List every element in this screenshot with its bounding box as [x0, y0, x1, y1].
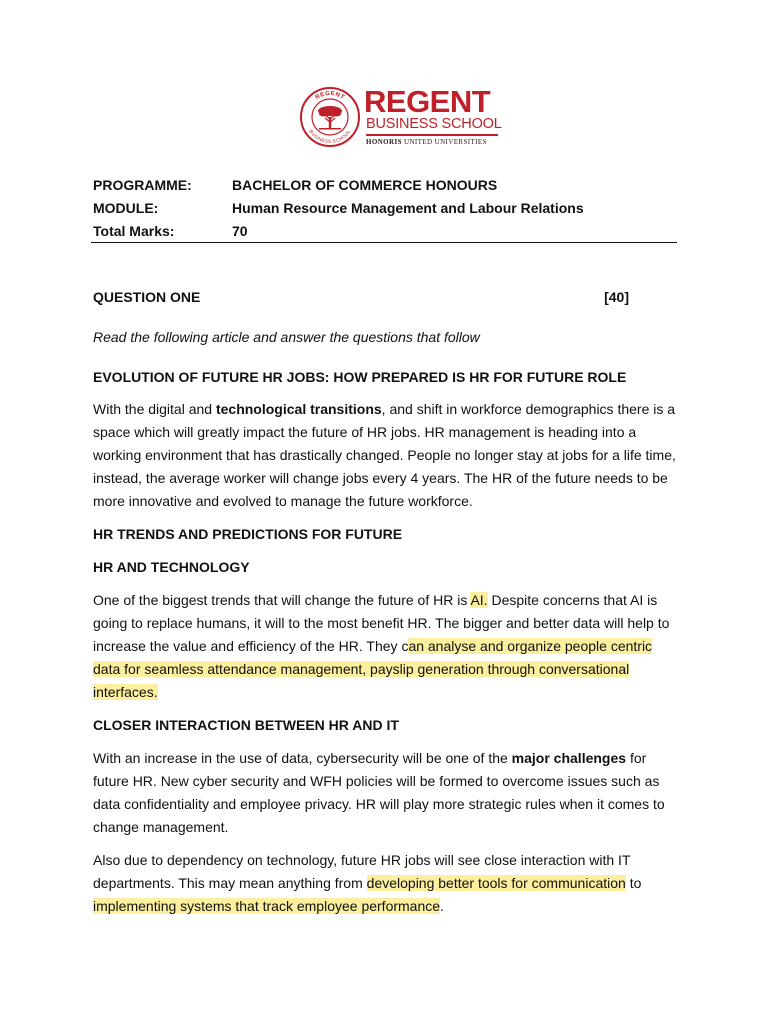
info-key: MODULE:	[93, 200, 159, 216]
section-heading: HR TRENDS AND PREDICTIONS FOR FUTURE	[93, 526, 403, 542]
info-value: BACHELOR OF COMMERCE HONOURS	[232, 177, 498, 193]
highlight: developing better tools for communication	[366, 875, 626, 891]
article-heading: EVOLUTION OF FUTURE HR JOBS: HOW PREPARED IS HR FOR FUTURE ROLE	[93, 369, 627, 385]
highlight: AI.	[470, 592, 488, 608]
question-marks: [40]	[604, 289, 629, 305]
module-info	[93, 176, 677, 245]
highlight: implementing systems that track employee performance	[93, 898, 441, 914]
article-paragraph: One of the biggest trends that will change the future of HR is AI. Despite concerns that AI is going to replace humans, it will to the most benefit HR. The bigger and better data will help to increase the value and efficiency of the HR. They can analyse and organize people centric data for seamless attendance management, payslip generation through conversational interfaces.	[93, 592, 670, 700]
info-row-programme	[93, 176, 677, 199]
question-header	[93, 286, 678, 308]
header-divider	[91, 242, 677, 243]
logo-subtitle: BUSINESS SCHOOL	[366, 116, 502, 132]
article-paragraph: With the digital and technological transitions, and shift in workforce demographics there is a space which will greatly impact the future of HR jobs. HR management is heading into a working environment that has drastically changed. People no longer stay at jobs for a life time, instead, the average worker will change jobs every 4 years. The HR of the future needs to be more innovative and evolved to manage the future workforce.	[93, 401, 676, 509]
logo-tagline: HONORIS UNITED UNIVERSITIES	[366, 138, 487, 146]
regent-seal-icon	[299, 86, 361, 148]
info-value: 70	[232, 223, 248, 239]
info-value: Human Resource Management and Labour Relations	[232, 200, 584, 216]
article-paragraph: With an increase in the use of data, cybersecurity will be one of the major challenges for future HR. New cyber security and WFH policies will be formed to overcome issues such as data confidentiality and employee privacy. HR will play more strategic rules when it comes to change management.	[93, 750, 665, 835]
info-key: Total Marks:	[93, 223, 175, 239]
info-row-module	[93, 199, 677, 222]
highlight: an analyse and organize people centric data for seamless attendance management, payslip generation through conversational interfaces.	[93, 638, 653, 700]
svg-text:REGENT: REGENT	[314, 90, 346, 102]
section-heading: HR AND TECHNOLOGY	[93, 559, 250, 575]
logo-wordmark: REGENT	[364, 84, 491, 119]
section-heading: CLOSER INTERACTION BETWEEN HR AND IT	[93, 717, 399, 733]
question-title: QUESTION ONE	[93, 289, 201, 305]
regent-logo	[299, 86, 504, 152]
info-key: PROGRAMME:	[93, 177, 192, 193]
logo-divider	[366, 134, 498, 136]
svg-text:BUSINESS SCHOOL: BUSINESS SCHOOL	[308, 128, 352, 145]
question-body	[93, 284, 678, 918]
question-instruction: Read the following article and answer the questions that follow	[93, 329, 480, 345]
article-paragraph: Also due to dependency on technology, future HR jobs will see close interaction with IT departments. This may mean anything from developing better tools for communication to implementing systems that track employee performance.	[93, 852, 642, 914]
